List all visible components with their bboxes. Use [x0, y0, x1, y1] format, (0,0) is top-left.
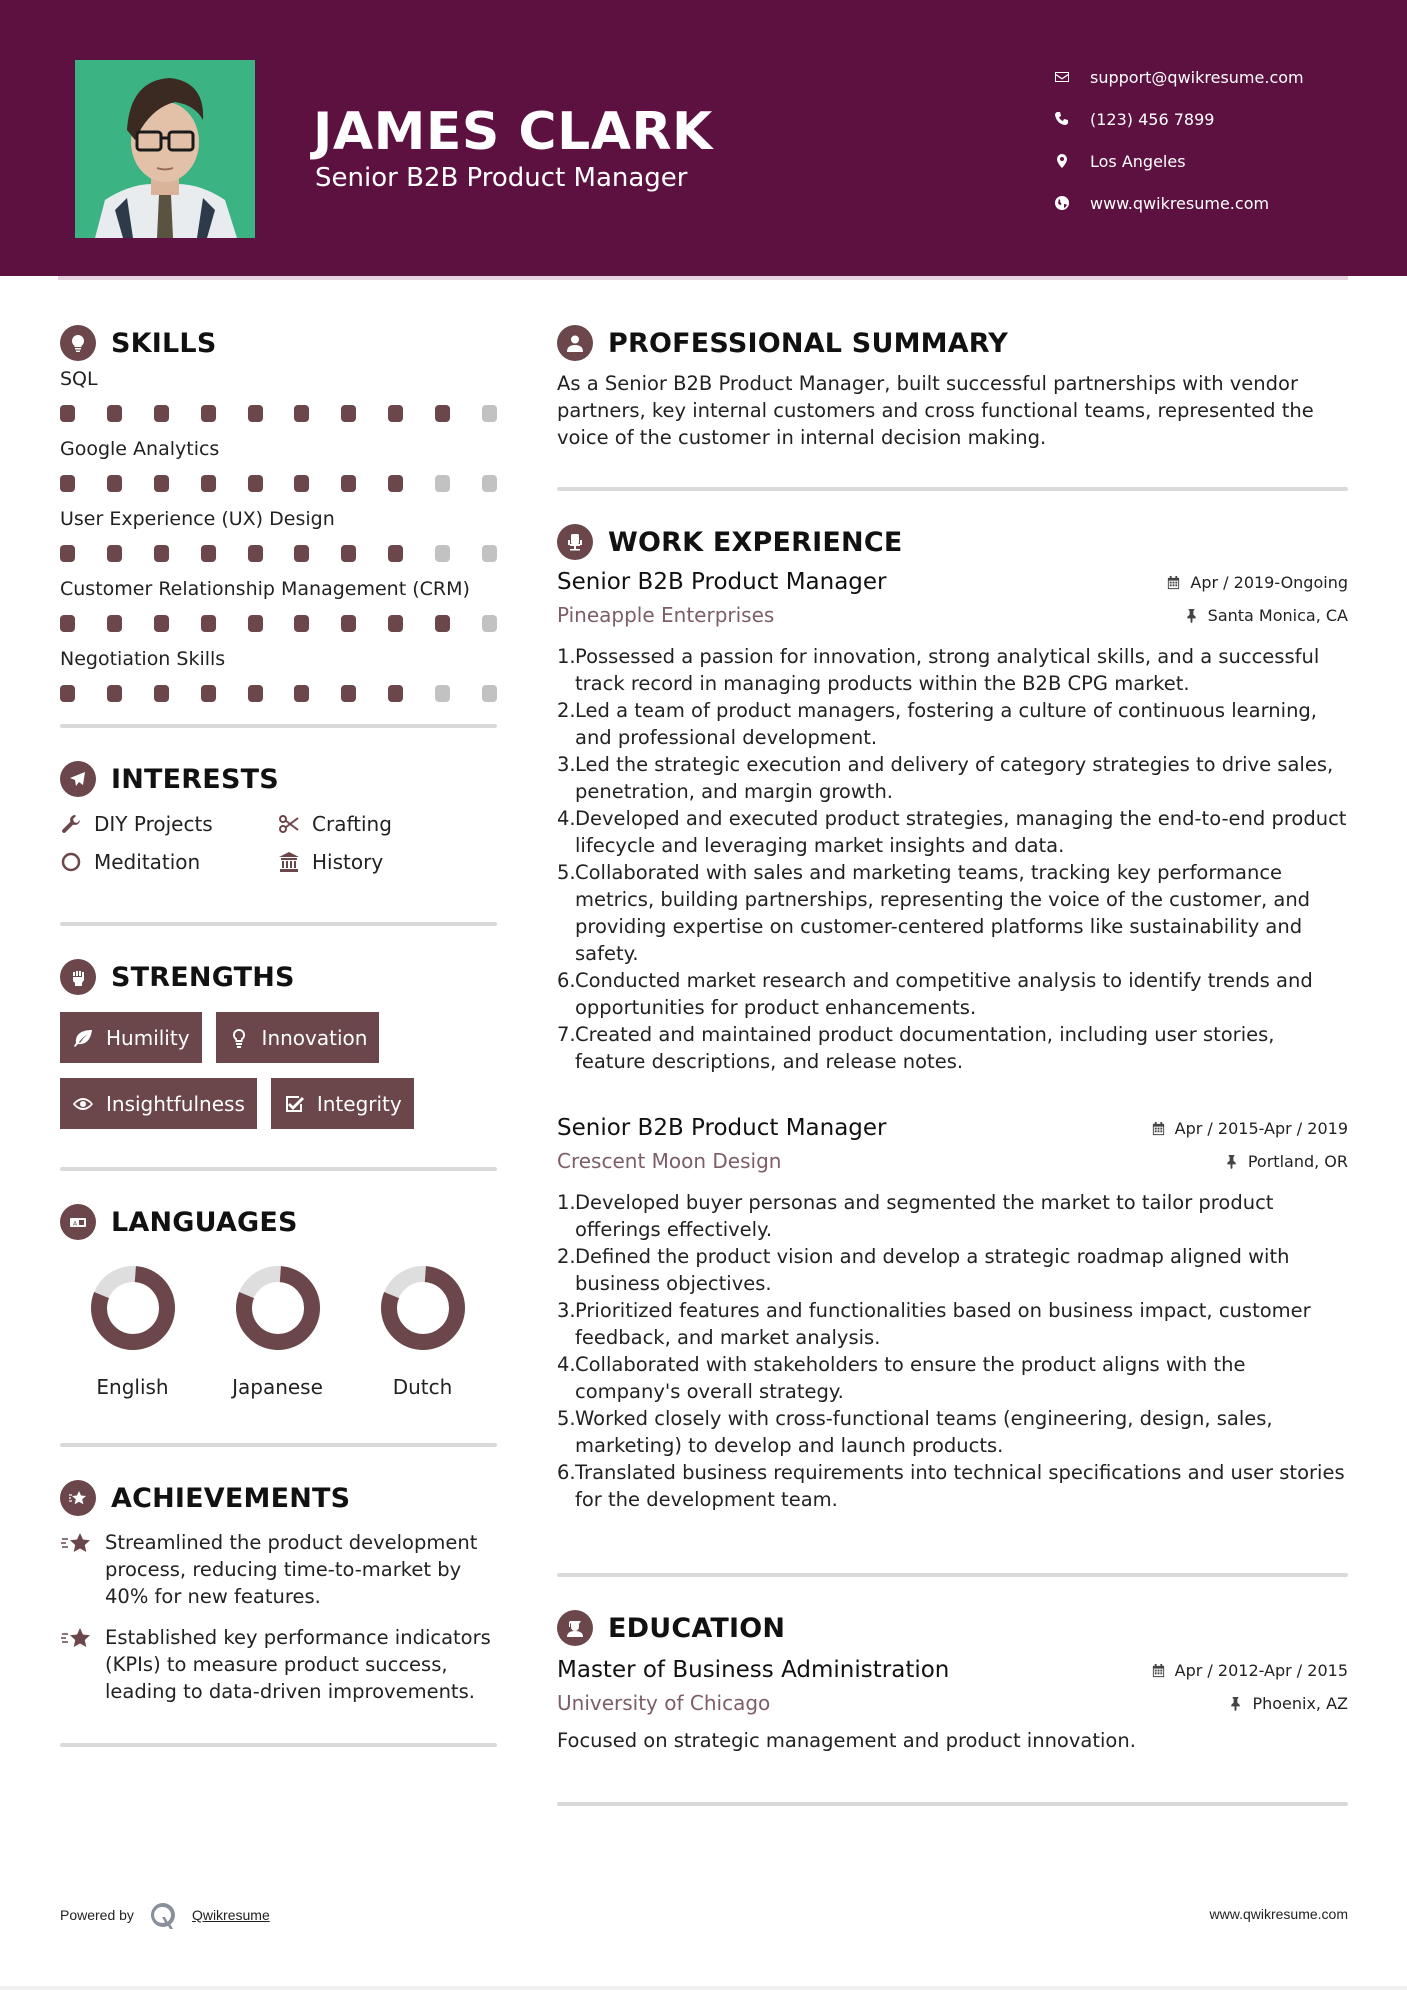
pushpin-icon: [1184, 608, 1199, 623]
bullet-number: 3.: [557, 753, 576, 776]
skill-rating: [60, 615, 497, 632]
rating-dot-filled: [154, 615, 169, 632]
skill-name: Google Analytics: [60, 438, 220, 460]
skill-rating: [60, 405, 497, 422]
rating-dot-filled: [341, 545, 356, 562]
rating-dot-filled: [388, 405, 403, 422]
skill-item: [60, 506, 497, 562]
job-subheader: [557, 1149, 1348, 1173]
job-bullet: [557, 1189, 1348, 1243]
rating-dot-filled: [435, 405, 450, 422]
rating-dot-filled: [60, 615, 75, 632]
job-bullet: [557, 751, 1348, 805]
job-bullet: [557, 1243, 1348, 1297]
rating-dot-filled: [201, 615, 216, 632]
rating-dot-empty: [482, 405, 497, 422]
svg-text:A: A: [73, 1220, 78, 1228]
skill-rating: [60, 475, 497, 492]
left-column: [60, 320, 497, 1747]
achievements-section: [60, 1475, 497, 1705]
rating-dot-filled: [60, 405, 75, 422]
page-bottom-border: [0, 1986, 1407, 1990]
bullet-number: 5.: [557, 861, 576, 884]
fist-icon: [60, 959, 96, 995]
rating-dot-filled: [154, 545, 169, 562]
bullet-text: Translated business requirements into technical specifications and user stories for the development team.: [575, 1461, 1345, 1511]
job-company: Pineapple Enterprises: [557, 603, 775, 627]
section-divider: [60, 1443, 497, 1447]
calendar-icon: [1151, 1121, 1166, 1136]
contact-email[interactable]: [1054, 56, 1304, 98]
chair-icon: [557, 524, 593, 560]
job-bullet: [557, 967, 1348, 1021]
education-section: [557, 1605, 1348, 1752]
languages-list: [60, 1265, 497, 1399]
language-name: Japanese: [232, 1375, 323, 1399]
map-marker-icon: [1054, 153, 1090, 169]
phone-icon: [1054, 111, 1090, 127]
rating-dot-filled: [201, 405, 216, 422]
rating-dot-filled: [154, 685, 169, 702]
language-proficiency-donut: [235, 1265, 321, 1351]
bullet-text: Possessed a passion for innovation, strong analytical skills, and a successful track record in managing products within the B2B CPG market.: [575, 645, 1320, 695]
footer-powered-by: Powered by Qwikresume: [60, 1900, 270, 1930]
job-entry: [557, 569, 1348, 1075]
skill-rating: [60, 685, 497, 702]
paper-plane-icon: [60, 761, 96, 797]
skill-rating: [60, 545, 497, 562]
contact-website[interactable]: [1054, 182, 1304, 224]
job-header: [557, 1115, 1348, 1141]
education-dates: Apr / 2012-Apr / 2015: [1151, 1661, 1348, 1680]
achievement-text: Streamlined the product development process, reducing time-to-market by 40% for new features.: [105, 1531, 478, 1608]
education-heading: EDUCATION: [557, 1605, 1348, 1651]
bullet-text: Led the strategic execution and delivery of category strategies to drive sales, penetration, and margin growth.: [575, 753, 1334, 803]
contact-list: [1054, 56, 1304, 224]
bullet-number: 3.: [557, 1299, 576, 1322]
job-bullet: [557, 643, 1348, 697]
summary-heading: PROFESSIONAL SUMMARY: [557, 320, 1348, 366]
graduate-icon: [557, 1610, 593, 1646]
language-proficiency-donut: [380, 1265, 466, 1351]
bullet-text: Defined the product vision and develop a strategic roadmap aligned with business objectives.: [575, 1245, 1290, 1295]
rating-dot-filled: [107, 545, 122, 562]
calendar-icon: [1151, 1663, 1166, 1678]
bullet-text: Created and maintained product documentation, including user stories, feature descriptions, and release notes.: [575, 1023, 1275, 1073]
job-bullet: [557, 1021, 1348, 1075]
job-title: Senior B2B Product Manager: [557, 569, 887, 595]
star-icon: [60, 1626, 94, 1652]
bullet-number: 6.: [557, 969, 576, 992]
bullet-text: Prioritized features and functionalities based on business impact, customer feedback, and market analysis.: [575, 1299, 1311, 1349]
job-location: Portland, OR: [1224, 1152, 1348, 1171]
rating-dot-empty: [482, 615, 497, 632]
lightbulb-icon: [228, 1027, 250, 1049]
strength-tag: Humility: [60, 1012, 202, 1063]
museum-icon: [278, 851, 300, 873]
section-divider: [557, 487, 1348, 491]
skill-name: Negotiation Skills: [60, 648, 226, 670]
candidate-name: JAMES CLARK: [313, 102, 713, 162]
bullet-number: 7.: [557, 1023, 576, 1046]
interests-section: [60, 756, 497, 874]
strength-tag: Insightfulness: [60, 1078, 257, 1129]
rating-dot-filled: [388, 545, 403, 562]
achievement-item: [60, 1529, 497, 1610]
interest-item: History: [278, 850, 496, 874]
lightbulb-icon: [60, 325, 96, 361]
achievement-item: [60, 1624, 497, 1705]
contact-website-text: www.qwikresume.com: [1090, 193, 1270, 213]
skill-name: Customer Relationship Management (CRM): [60, 578, 470, 600]
job-bullet: [557, 1405, 1348, 1459]
rating-dot-filled: [201, 475, 216, 492]
contact-location-text: Los Angeles: [1090, 151, 1186, 171]
language-proficiency-donut: [90, 1265, 176, 1351]
section-divider: [60, 1743, 497, 1747]
skill-name: User Experience (UX) Design: [60, 508, 335, 530]
globe-icon: [1054, 195, 1090, 211]
rating-dot-filled: [388, 475, 403, 492]
calendar-icon: [1166, 575, 1181, 590]
job-header: [557, 569, 1348, 595]
jobs-list: [557, 569, 1348, 1513]
rating-dot-filled: [341, 685, 356, 702]
language-icon: [60, 1204, 96, 1240]
job-bullet: [557, 805, 1348, 859]
section-divider: [60, 922, 497, 926]
envelope-icon: [1054, 69, 1090, 85]
bullet-text: Led a team of product managers, fostering a culture of continuous learning, and professional development.: [575, 699, 1318, 749]
leaf-icon: [72, 1027, 94, 1049]
bullet-text: Collaborated with stakeholders to ensure the product aligns with the company's overall strategy.: [575, 1353, 1246, 1403]
eye-icon: [72, 1093, 94, 1115]
languages-section: [60, 1199, 497, 1399]
job-company: Crescent Moon Design: [557, 1149, 782, 1173]
job-bullet: [557, 1351, 1348, 1405]
rating-dot-filled: [201, 685, 216, 702]
rating-dot-filled: [248, 615, 263, 632]
portrait-illustration: [75, 60, 255, 238]
interests-heading: INTERESTS: [60, 756, 497, 802]
scissors-icon: [278, 813, 300, 835]
job-bullets: [557, 643, 1348, 1075]
contact-phone-text: (123) 456 7899: [1090, 109, 1215, 129]
job-bullet: [557, 697, 1348, 751]
languages-heading: A LANGUAGES: [60, 1199, 497, 1245]
achievement-text: Established key performance indicators (KPIs) to measure product success, leading to data-driven improvements.: [105, 1626, 491, 1703]
language-name: English: [96, 1375, 169, 1399]
star-icon: [60, 1531, 94, 1557]
rating-dot-filled: [435, 615, 450, 632]
interest-item: DIY Projects: [60, 812, 278, 836]
rating-dot-filled: [341, 615, 356, 632]
rating-dot-filled: [60, 545, 75, 562]
rating-dot-filled: [107, 615, 122, 632]
rating-dot-filled: [248, 685, 263, 702]
footer-website[interactable]: www.qwikresume.com: [1209, 1906, 1348, 1922]
language-item: [205, 1265, 350, 1399]
bullet-number: 2.: [557, 699, 576, 722]
section-divider: [60, 724, 497, 728]
bullet-text: Collaborated with sales and marketing teams, tracking key performance metrics, building partnerships, representing the voice of the customer, and providing expertise on customer-centered platforms like sustainability and safety.: [575, 861, 1311, 965]
rating-dot-filled: [341, 475, 356, 492]
rating-dot-filled: [60, 685, 75, 702]
rating-dot-filled: [107, 405, 122, 422]
rating-dot-filled: [60, 475, 75, 492]
skill-name: SQL: [60, 368, 98, 390]
bullet-text: Conducted market research and competitive analysis to identify trends and opportunities for product enhancements.: [575, 969, 1313, 1019]
strength-tag: Integrity: [271, 1078, 414, 1129]
skills-list: [60, 366, 497, 702]
job-dates: Apr / 2019-Ongoing: [1166, 573, 1348, 592]
rating-dot-filled: [294, 475, 309, 492]
interests-list: [60, 812, 497, 874]
language-item: [350, 1265, 495, 1399]
rating-dot-filled: [388, 615, 403, 632]
contact-location: [1054, 140, 1304, 182]
bullet-text: Developed and executed product strategies, managing the end-to-end product lifecycle and leveraging market insights and data.: [575, 807, 1347, 857]
job-bullet: [557, 1297, 1348, 1351]
rating-dot-filled: [341, 405, 356, 422]
star-badge-icon: [60, 1480, 96, 1516]
qwikresume-link[interactable]: Qwikresume: [191, 1907, 270, 1923]
rating-dot-filled: [294, 545, 309, 562]
strength-tag: Innovation: [216, 1012, 380, 1063]
summary-section: [557, 320, 1348, 451]
rating-dot-empty: [482, 685, 497, 702]
contact-phone[interactable]: [1054, 98, 1304, 140]
rating-dot-filled: [154, 405, 169, 422]
bullet-number: 5.: [557, 1407, 576, 1430]
school: University of Chicago: [557, 1691, 771, 1715]
education-row: [557, 1657, 1348, 1683]
wrench-icon: [60, 813, 82, 835]
bullet-number: 2.: [557, 1245, 576, 1268]
skill-item: [60, 576, 497, 632]
job-subheader: [557, 603, 1348, 627]
job-title: Senior B2B Product Manager: [557, 1115, 887, 1141]
section-divider: [60, 1167, 497, 1171]
bullet-text: Worked closely with cross-functional teams (engineering, design, sales, marketing) to develop and launch products.: [575, 1407, 1273, 1457]
achievements-list: [60, 1529, 497, 1705]
profile-photo: [75, 60, 255, 238]
language-name: Dutch: [392, 1375, 453, 1399]
bullet-number: 4.: [557, 807, 576, 830]
job-bullets: [557, 1189, 1348, 1513]
skill-item: [60, 646, 497, 702]
rating-dot-filled: [388, 685, 403, 702]
experience-heading: WORK EXPERIENCE: [557, 519, 1348, 565]
strengths-heading: STRENGTHS: [60, 954, 497, 1000]
resume-header: [0, 0, 1407, 276]
skills-section: [60, 320, 497, 702]
rating-dot-filled: [107, 685, 122, 702]
interest-item: Crafting: [278, 812, 496, 836]
language-item: [60, 1265, 205, 1399]
job-location: Santa Monica, CA: [1184, 606, 1348, 625]
interest-item: Meditation: [60, 850, 278, 874]
bullet-text: Developed buyer personas and segmented the market to tailor product offerings effectively.: [575, 1191, 1274, 1241]
section-divider: [557, 1573, 1348, 1577]
job-entry: [557, 1115, 1348, 1513]
education-location: Phoenix, AZ: [1228, 1694, 1348, 1713]
bullet-number: 1.: [557, 645, 576, 668]
pushpin-icon: [1224, 1154, 1239, 1169]
strengths-section: [60, 954, 497, 1129]
rating-dot-filled: [294, 615, 309, 632]
bullet-number: 4.: [557, 1353, 576, 1376]
experience-section: [557, 519, 1348, 1513]
section-divider: [557, 1802, 1348, 1806]
rating-dot-filled: [248, 475, 263, 492]
rating-dot-filled: [201, 545, 216, 562]
skill-item: [60, 436, 497, 492]
rating-dot-empty: [482, 545, 497, 562]
degree: Master of Business Administration: [557, 1657, 950, 1683]
rating-dot-filled: [154, 475, 169, 492]
job-bullet: [557, 859, 1348, 967]
education-row-2: [557, 1691, 1348, 1715]
summary-text: As a Senior B2B Product Manager, built successful partnerships with vendor partners, key internal customers and cross functional teams, represented the voice of the customer in internal decision making.: [557, 372, 1314, 449]
header-accent-strip: [58, 276, 1348, 280]
rating-dot-filled: [248, 545, 263, 562]
circle-icon: [60, 851, 82, 873]
rating-dot-filled: [107, 475, 122, 492]
rating-dot-empty: [435, 685, 450, 702]
rating-dot-empty: [435, 475, 450, 492]
rating-dot-filled: [294, 405, 309, 422]
education-description: Focused on strategic management and product innovation.: [557, 1729, 1136, 1752]
check-square-icon: [283, 1093, 305, 1115]
rating-dot-filled: [294, 685, 309, 702]
skill-item: [60, 366, 497, 422]
bullet-number: 6.: [557, 1461, 576, 1484]
right-column: [557, 320, 1348, 1806]
job-bullet: [557, 1459, 1348, 1513]
contact-email-text: support@qwikresume.com: [1090, 67, 1304, 87]
pushpin-icon: [1228, 1696, 1243, 1711]
rating-dot-empty: [482, 475, 497, 492]
strengths-tags: [60, 1012, 497, 1129]
rating-dot-filled: [248, 405, 263, 422]
candidate-title: Senior B2B Product Manager: [315, 163, 688, 193]
skills-heading: SKILLS: [60, 320, 497, 366]
qwikresume-logo-icon: [148, 1900, 178, 1930]
job-dates: Apr / 2015-Apr / 2019: [1151, 1119, 1348, 1138]
bullet-number: 1.: [557, 1191, 576, 1214]
achievements-heading: ACHIEVEMENTS: [60, 1475, 497, 1521]
user-icon: [557, 325, 593, 361]
rating-dot-empty: [435, 545, 450, 562]
